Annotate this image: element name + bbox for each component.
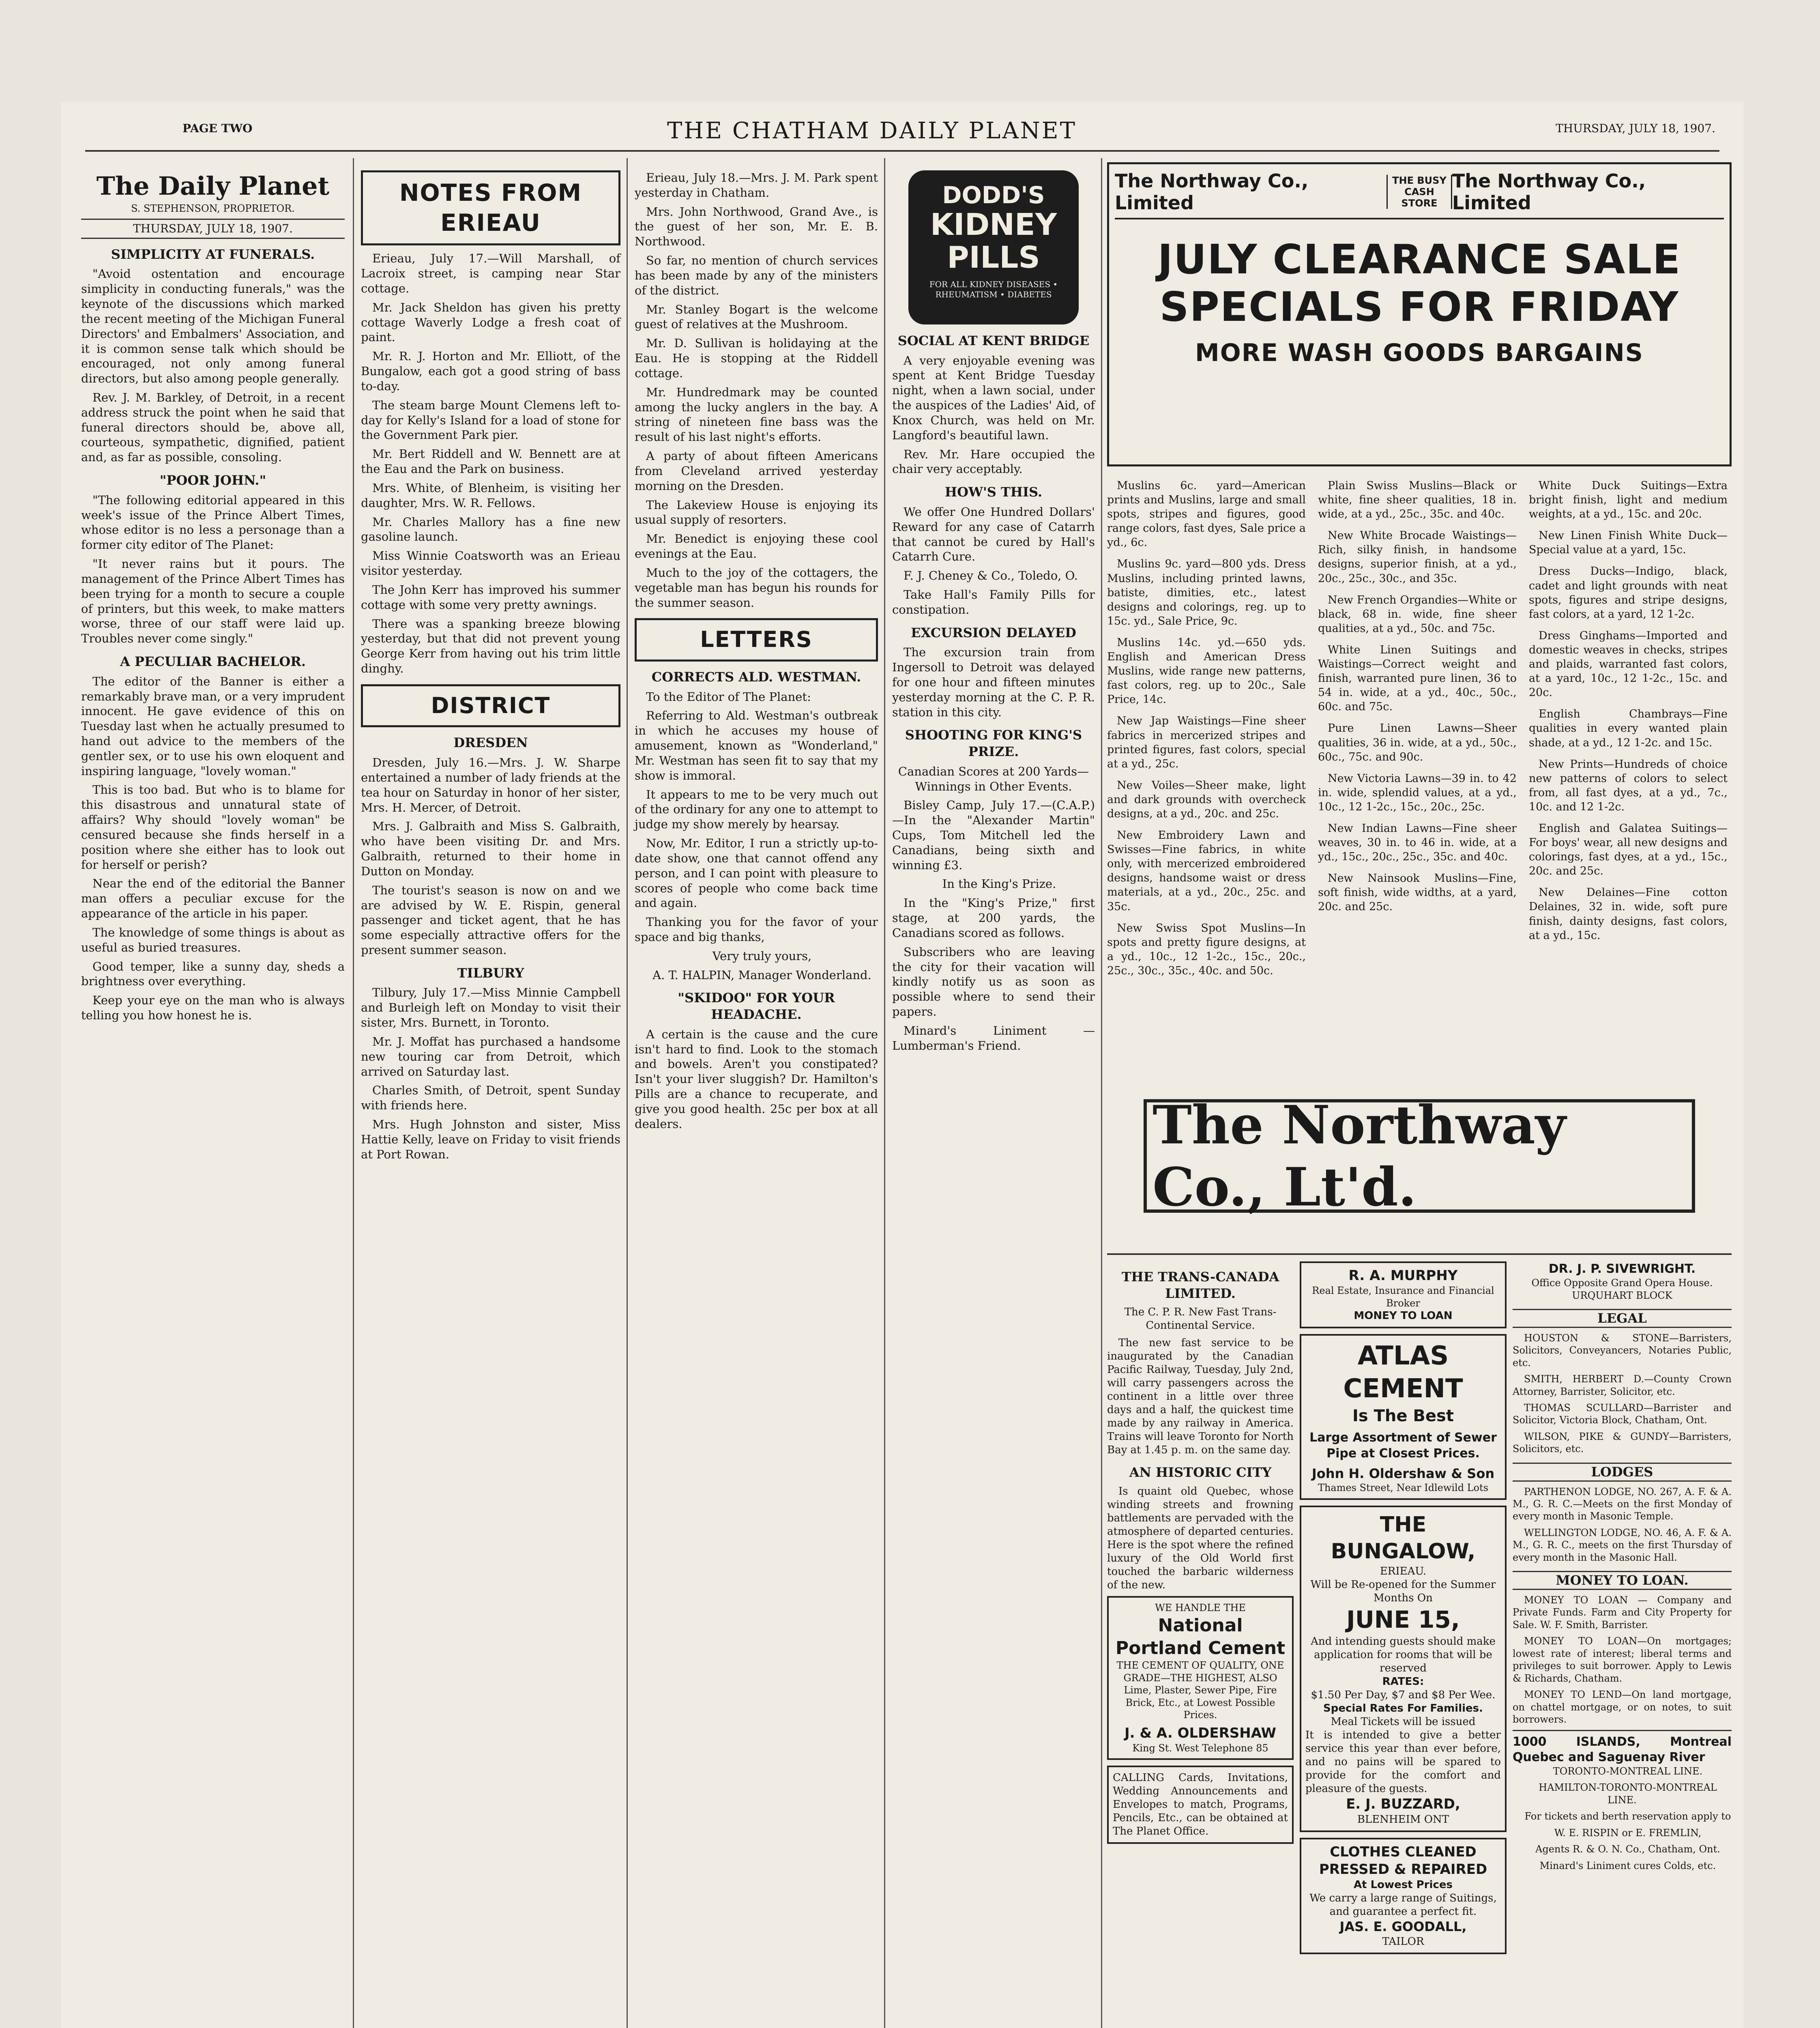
paragraph: Dresden, July 16.—Mrs. J. W. Sharpe entertained a number of lady friends at the tea hour on Saturday in honor of her sister, Mrs. H. Mercer, of Detroit. xyxy=(361,756,620,814)
paragraph: The editor of the Banner is either a remarkably brave man, or a very imprudent innocent. He gave evidence of this on Tuesday last when he actually presumed to hand out advice to the members of the gentler sex, or to use his own eloquent and inspiring language, "lovely woman." xyxy=(81,674,345,778)
offer-item: White Linen Suitings and Waistings—Correct weight and finish, warranted pure linen, 36 to 54 in. wide, at a yd., 40c., 50c., 60c. and 75c. xyxy=(1318,643,1517,713)
ad-company: John H. Oldershaw & Son xyxy=(1311,1465,1495,1481)
heading-money-to-loan: MONEY TO LOAN. xyxy=(1513,1571,1732,1590)
masthead xyxy=(61,118,1744,146)
paragraph: "The following editorial appeared in this week's issue of the Prince Albert Times, whose editor is no less a personage than a former city editor of The Planet: xyxy=(81,493,345,552)
editorial-dateline: THURSDAY, JULY 18, 1907. xyxy=(81,219,345,239)
ad-line: THE CEMENT OF QUALITY, ONE GRADE—THE HIGHEST, ALSO xyxy=(1116,1660,1284,1684)
northway-advertisement xyxy=(1107,162,1732,1249)
editorial-column xyxy=(81,170,345,1027)
paragraph: The excursion train from Ingersoll to Detroit was delayed for one hour and fifteen minutes yesterday morning at the C. P. R. station in this city. xyxy=(892,645,1095,719)
ad-line: King St. West Telephone 85 xyxy=(1132,1742,1268,1754)
sale-headline: JULY CLEARANCE SALE xyxy=(1157,236,1681,283)
paragraph: "It never rains but it pours. The management of the Prince Albert Times has been trying for a month to secure a couple of printers, but this week, to make matters worse, three of our staff were laid up. Troubles never come singly." xyxy=(81,557,345,646)
column-divider xyxy=(1101,158,1102,2028)
northway-header-row xyxy=(1115,170,1724,219)
directory-entry: HOUSTON & STONE—Barristers, Solicitors, Conveyancers, Notaries Public, etc. xyxy=(1513,1332,1732,1368)
heading-corrects-westman: CORRECTS ALD. WESTMAN. xyxy=(651,669,861,685)
railway-column xyxy=(1107,1261,1294,1850)
paragraph: Subscribers who are leaving the city for their vacation will kindly notify us as soon as possible where to send their papers. xyxy=(892,945,1095,1019)
column-divider xyxy=(353,158,354,2028)
paragraph: Mrs. John Northwood, Grand Ave., is the guest of her son, Mr. E. B. Northwood. xyxy=(635,204,878,249)
ad-line: Lime, Plaster, Sewer Pipe, Fire Brick, Etc., at Lowest Possible Prices. xyxy=(1124,1684,1277,1721)
local-ads-column xyxy=(1300,1261,1507,1960)
paragraph: To the Editor of The Planet: xyxy=(646,690,811,704)
ad-line: BLENHEIM ONT xyxy=(1357,1813,1449,1826)
paragraph: It appears to me to be very much out of the ordinary for any one to attempt to judge my show merely by hearsay. xyxy=(635,787,878,831)
paragraph: A party of about fifteen Americans from Cleveland arrived yesterday morning on the Dresden. xyxy=(635,449,878,493)
newspaper-page xyxy=(61,101,1744,2028)
paragraph: Mr. Charles Mallory has a fine new gasoline launch. xyxy=(361,515,620,544)
paragraph: Good temper, like a sunny day, sheds a brightness over everything. xyxy=(81,959,345,988)
paragraph: Bisley Camp, July 17.—(C.A.P.)—In the "Alexander Martin" Cups, Tom Mitchell led the Canadians, being sixth and winning £3. xyxy=(892,798,1095,872)
letters-column xyxy=(635,170,878,1136)
atlas-cement-ad xyxy=(1300,1334,1507,1500)
paragraph: Mr. D. Sullivan is holidaying at the Eau. He is stopping at the Riddell cottage. xyxy=(635,336,878,380)
ad-line: DODD'S xyxy=(942,181,1045,209)
paragraph: Now, Mr. Editor, I run a strictly up-to-date show, one that cannot offend any person, and I can point with pleasure to scores of people who come back time and again. xyxy=(635,836,878,910)
paragraph: Mrs. J. Galbraith and Miss S. Galbraith, who have been visiting Dr. and Mrs. Galbraith, returned to their home in Dutton on Monday. xyxy=(361,819,620,878)
paragraph: Mr. R. J. Horton and Mr. Elliott, of the Bungalow, each got a good string of bass to-day. xyxy=(361,349,620,393)
paragraph: The tourist's season is now on and we are advised by W. E. Rispin, general passenger and ticket agent, that he has some especially attractive offers for the present summer season. xyxy=(361,883,620,957)
paragraph: Mr. Bert Riddell and W. Bennett are at the Eau and the Park on business. xyxy=(361,447,620,476)
offer-item: White Duck Suitings—Extra bright finish, light and medium weights, at a yd., 15c. and 20c. xyxy=(1529,479,1728,521)
paragraph: Referring to Ald. Westman's outbreak in which he accuses my house of amusement, known as "Wonderland," Mr. Westman has seen fit to say that my show is immoral. xyxy=(635,709,878,782)
offer-item: Dress Ducks—Indigo, black, cadet and light grounds with neat spots, figures and stripe designs, fast colors, at a yard, 12 1-2c. xyxy=(1529,565,1728,621)
paragraph: Is quaint old Quebec, whose winding streets and frowning battlements are pervaded with the atmosphere of departed centuries. Here is the spot where the refined luxury of the Old World first touched the barbaric wilderness of the new. xyxy=(1107,1485,1294,1592)
ad-text: CALLING Cards, Invitations, Wedding Announcements and Envelopes to match, Programs, Pencils, Etc., can be obtained at The Planet Office. xyxy=(1113,1772,1288,1838)
heading-social-kent-bridge: SOCIAL AT KENT BRIDGE xyxy=(897,333,1090,348)
ad-line: KIDNEY xyxy=(930,207,1057,242)
dodds-pills-ad xyxy=(908,170,1079,324)
heading-poor-john: "POOR JOHN." xyxy=(159,473,266,488)
offer-item: New Jap Waistings—Fine sheer fabrics in mercerized stripes and printed figures, fast colors, special at a yd., 25c. xyxy=(1107,715,1306,770)
page-number: PAGE TWO xyxy=(182,122,253,135)
subheading: Canadian Scores at 200 Yards—Winnings in Other Events. xyxy=(898,764,1089,793)
heading-lodges: LODGES xyxy=(1513,1463,1732,1482)
paragraph: We offer One Hundred Dollars' Reward for any case of Catarrh that cannot be cured by Hall's Catarrh Cure. xyxy=(892,505,1095,564)
paragraph: Erieau, July 17.—Will Marshall, of Lacroix street, is camping near Star cottage. xyxy=(361,251,620,295)
paragraph: Minard's Liniment — Lumberman's Friend. xyxy=(892,1023,1095,1053)
paragraph: "Avoid ostentation and encourage simplicity in conducting funerals," was the keynote of the discussions which marked the recent meeting of the Michigan Funeral Directors' and Embalmers' Association, and it is common sense talk which should be encouraged, not only among funeral directors, but also among people generally. xyxy=(81,267,345,386)
directory-entry: HAMILTON-TORONTO-MONTREAL LINE. xyxy=(1539,1782,1717,1806)
offer-item: New Delaines—Fine cotton Delaines, 32 in. wide, soft pure finish, dainty designs, fast colors, at a yd., 15c. xyxy=(1529,886,1728,942)
newspaper-title: THE CHATHAM DAILY PLANET xyxy=(667,118,1077,144)
paragraph: There was a spanking breeze blowing yesterday, but that did not prevent young George Kerr from having out his trim little dinghy. xyxy=(361,617,620,676)
directory-entry: Minard's Liniment cures Colds, etc. xyxy=(1539,1860,1716,1871)
sale-headline: SPECIALS FOR FRIDAY xyxy=(1159,283,1679,331)
paragraph: Mr. Jack Sheldon has given his pretty cottage Waverly Lodge a fresh coat of paint. xyxy=(361,300,620,344)
offer-item: New Victoria Lawns—39 in. to 42 in. wide, splendid values, at a yd., 10c., 12 1-2c., 15c., 20c., 25c. xyxy=(1318,772,1517,813)
offer-item: Muslins 6c. yard—American prints and Muslins, large and small spots, stripes and figures, good range colors, fast dyes, Sale price a yd., 6c. xyxy=(1107,479,1306,549)
directory-column xyxy=(1513,1261,1732,1876)
ad-line: URQUHART BLOCK xyxy=(1572,1289,1672,1301)
ad-line: Thames Street, Near Idlewild Lots xyxy=(1318,1482,1489,1494)
paragraph: A very enjoyable evening was spent at Kent Bridge Tuesday night, when a lawn social, under the auspices of the Ladies' Aid, of Knox Church, was held on Mr. Langford's beautiful lawn. xyxy=(892,353,1095,442)
heading-skidoo: "SKIDOO" FOR YOUR HEADACHE. xyxy=(678,990,835,1023)
ad-line: It is intended to give a better service this year than ever before, and no pains will be spared to provide for the comfort and pleasure of the guests. xyxy=(1305,1729,1501,1795)
paragraph: In the "King's Prize," first stage, at 200 yards, the Canadians scored as follows. xyxy=(892,896,1095,940)
offer-column xyxy=(1318,479,1517,985)
paragraph: Tilbury, July 17.—Miss Minnie Campbell and Burleigh left on Monday to visit their sister, Mrs. Burnett, in Toronto. xyxy=(361,986,620,1030)
offer-item: Plain Swiss Muslins—Black or white, fine sheer qualities, 18 in. wide, at a yd., 25c., 35c. and 40c. xyxy=(1318,479,1517,521)
paragraph: Rev. Mr. Hare occupied the chair very acceptably. xyxy=(892,447,1095,476)
paragraph: In the King's Prize. xyxy=(942,877,1056,891)
ad-line: PILLS xyxy=(947,240,1040,275)
heading-trans-canada: THE TRANS-CANADA LIMITED. xyxy=(1121,1269,1279,1301)
directory-entry: WELLINGTON LODGE, NO. 46, A. F. & A. M., G. R. C., meets on the first Thursday of every month in the Masonic Hall. xyxy=(1513,1527,1732,1563)
paragraph: The steam barge Mount Clemens left to-day for Kelly's Island for a load of stone for the Government Park pier. xyxy=(361,398,620,442)
ad-line: And intending guests should make application for rooms that will be reserved xyxy=(1311,1635,1496,1674)
offer-column xyxy=(1107,479,1306,985)
ad-line: Special Rates For Families. xyxy=(1323,1702,1483,1714)
issue-date: THURSDAY, JULY 18, 1907. xyxy=(1556,122,1715,135)
directory-entry: Agents R. & O. N. Co., Chatham, Ont. xyxy=(1535,1843,1720,1855)
paragraph: Charles Smith, of Detroit, spent Sunday with friends here. xyxy=(361,1083,620,1113)
ad-line: ERIEAU. xyxy=(1380,1565,1427,1577)
heading-simplicity: SIMPLICITY AT FUNERALS. xyxy=(111,246,315,262)
heading-legal: LEGAL xyxy=(1513,1309,1732,1328)
ad-company: JAS. E. GOODALL, xyxy=(1339,1919,1467,1935)
paragraph: Mr. Hundredmark may be counted among the lucky anglers in the bay. A string of nineteen fine bass was the result of his last night's efforts. xyxy=(635,385,878,444)
directory-entry: PARTHENON LODGE, NO. 267, A. F. & A. M., G. R. C.—Meets on the first Monday of every month in Masonic Temple. xyxy=(1513,1486,1732,1522)
offer-item: English Chambrays—Fine qualities in every wanted plain shade, at a yd., 12 1-2c. and 15c. xyxy=(1529,708,1728,749)
calling-cards-ad xyxy=(1107,1766,1294,1844)
offer-item: Dress Ginghams—Imported and domestic weaves in checks, stripes and plaids, warranted fast colors, at a yard, 10c., 12 1-2c., 15c. and 20c. xyxy=(1529,629,1728,699)
paragraph: Thanking you for the favor of your space and big thanks, xyxy=(635,915,878,944)
paragraph: Mrs. White, of Blenheim, is visiting her daughter, Mrs. W. R. Fellows. xyxy=(361,481,620,510)
ad-headline: National Portland Cement xyxy=(1115,1615,1286,1658)
northway-headline-box xyxy=(1107,162,1732,466)
northway-banner xyxy=(1144,1094,1695,1218)
ad-line: Will be Re-opened for the Summer Months On xyxy=(1310,1578,1496,1604)
heading-kings-prize: SHOOTING FOR KING'S PRIZE. xyxy=(905,727,1082,760)
ad-line: Meal Tickets will be issued xyxy=(1331,1715,1476,1728)
ad-line: We carry a large range of Suitings, and guarantee a perfect fit. xyxy=(1309,1892,1497,1918)
directory-entry: TORONTO-MONTREAL LINE. xyxy=(1553,1765,1703,1777)
column-divider xyxy=(884,158,885,2028)
ad-headline: THE BUNGALOW, xyxy=(1331,1512,1476,1564)
offer-item: New Prints—Hundreds of choice new patterns of colors to select from, all fast dyes, at a yd., 7c., 10c. and 12 1-2c. xyxy=(1529,758,1728,813)
heading-bachelor: A PECULIAR BACHELOR. xyxy=(120,654,306,670)
paragraph: Miss Winnie Coatsworth was an Erieau visitor yesterday. xyxy=(361,549,620,578)
store-tagline: THE BUSY CASH STORE xyxy=(1386,175,1452,209)
ad-headline: R. A. MURPHY xyxy=(1348,1268,1458,1284)
store-name: The Northway Co., Limited xyxy=(1452,170,1646,214)
directory-entry: MONEY TO LOAN — Company and Private Funds. Farm and City Property for Sale. W. F. Smith, Barrister. xyxy=(1513,1594,1732,1631)
ad-headline: ATLAS CEMENT xyxy=(1343,1341,1463,1404)
paragraph: Much to the joy of the cottagers, the vegetable man has begun his rounds for the summer season. xyxy=(635,565,878,610)
paragraph: Mr. Stanley Bogart is the welcome guest of relatives at the Mushroom. xyxy=(635,302,878,331)
paragraph: So far, no mention of church services has been made by any of the ministers of the district. xyxy=(635,254,878,297)
heading-tilbury: TILBURY xyxy=(457,965,524,981)
directory-entry: MONEY TO LEND—On land mortgage, on chattel mortgage, or on notes, to suit borrowers. xyxy=(1513,1689,1732,1725)
offer-item: New French Organdies—White or black, 68 in. wide, fine sheer qualities, at a yd., 50c. and 75c. xyxy=(1318,593,1517,635)
ad-line: TAILOR xyxy=(1382,1935,1424,1948)
murphy-ad xyxy=(1300,1261,1507,1328)
offer-item: Muslins 14c. yd.—650 yds. English and American Dress Muslins, wide range new patterns, fast colors, reg. up to 20c., Sale Price, 14c. xyxy=(1107,636,1306,706)
offer-item: New Voiles—Sheer make, light and dark grounds with overcheck designs, at a yd., 20c. and 25c. xyxy=(1107,779,1306,820)
ad-subtext: FOR ALL KIDNEY DISEASES • RHEUMATISM • DIABETES xyxy=(929,279,1058,299)
directory-entry: SMITH, HERBERT D.—County Crown Attorney, Barrister, Solicitor, etc. xyxy=(1513,1373,1732,1397)
paragraph: Rev. J. M. Barkley, of Detroit, in a recent address struck the point when he said that funeral directors should be, above all, courteous, sympathetic, dignified, patient and, as far as possible, consoling. xyxy=(81,391,345,464)
paragraph: The Lakeview House is enjoying its usual supply of resorters. xyxy=(635,498,878,527)
ad-headline: DR. J. P. SIVEWRIGHT. xyxy=(1548,1262,1696,1276)
directory-entry: WILSON, PIKE & GUNDY—Barristers, Solicitors, etc. xyxy=(1513,1431,1732,1455)
offer-item: New White Brocade Waistings—Rich, silky finish, in handsome designs, superior finish, at a yd., 20c., 25c., 30c., and 35c. xyxy=(1318,529,1517,585)
offer-item: Pure Linen Lawns—Sheer qualities, 36 in. wide, at a yd., 50c., 60c., 75c. and 90c. xyxy=(1318,722,1517,763)
heading-dresden: DRESDEN xyxy=(453,735,528,751)
offer-item: English and Galatea Suitings—For boys' wear, all new designs and colorings, fast dyes, at a yd., 15c., 20c. and 25c. xyxy=(1529,822,1728,878)
paragraph: F. J. Cheney & Co., Toledo, O. xyxy=(904,569,1078,583)
ad-line: Large Assortment of Sewer Pipe at Closest Prices. xyxy=(1309,1431,1497,1461)
paragraph: The knowledge of some things is about as useful as buried treasures. xyxy=(81,925,345,954)
offer-item: Muslins 9c. yard—800 yds. Dress Muslins, including printed lawns, batiste, dimities, etc., latest designs and colorings, reg. up to 15c. yd., Sale Price, 9c. xyxy=(1107,558,1306,627)
paper-nameplate: The Daily Planet xyxy=(96,171,330,201)
paragraph: Mr. J. Moffat has purchased a handsome new touring car from Detroit, which arrived on Saturday last. xyxy=(361,1034,620,1078)
ad-headline: CLOTHES CLEANED PRESSED & REPAIRED xyxy=(1319,1843,1487,1878)
heading-letters: LETTERS xyxy=(635,618,878,662)
heading-district: DISTRICT xyxy=(361,684,620,728)
section-rule xyxy=(1107,1253,1732,1255)
erieau-column xyxy=(361,170,620,1166)
ad-line: Office Opposite Grand Opera House. xyxy=(1531,1277,1713,1289)
offer-item: New Linen Finish White Duck—Special value at a yard, 15c. xyxy=(1529,529,1728,556)
store-name: The Northway Co., Limited xyxy=(1115,170,1309,214)
clothes-cleaned-ad xyxy=(1300,1838,1507,1954)
news-column xyxy=(892,170,1095,1057)
rno-ad-headline: 1000 ISLANDS, Montreal Quebec and Saguenay River xyxy=(1513,1730,1732,1765)
paragraph: The new fast service to be inaugurated by the Canadian Pacific Railway, Tuesday, July 2nd, will carry passengers across the continent in a little over three days and a half, the quickest time made by any railway in America. Trains will leave Toronto for North Bay at 1.45 p. m. on the same day. xyxy=(1107,1337,1294,1457)
ad-line: Is The Best xyxy=(1352,1406,1454,1425)
paragraph: A certain is the cause and the cure isn't hard to find. Look to the stomach and bowels. Aren't you constipated? Isn't your liver sluggish? Dr. Hamilton's Pills are a chance to recuperate, and give you good health. 25c per box at all dealers. xyxy=(635,1027,878,1131)
heading-historic-city: AN HISTORIC CITY xyxy=(1129,1465,1272,1480)
northway-banner-text: The Northway Co., Lt'd. xyxy=(1153,1094,1566,1218)
offer-column xyxy=(1529,479,1728,985)
ad-company: J. & A. OLDERSHAW xyxy=(1124,1725,1277,1741)
heading-notes-from-erieau: NOTES FROM ERIEAU xyxy=(361,170,620,245)
northway-offers xyxy=(1107,479,1732,985)
letter-signature: A. T. HALPIN, Manager Wonderland. xyxy=(652,968,871,982)
ad-line: Real Estate, Insurance and Financial Broker xyxy=(1312,1285,1494,1309)
offer-item: New Indian Lawns—Fine sheer weaves, 30 in. to 46 in. wide, at a yd., 15c., 20c., 25c., 35c. and 40c. xyxy=(1318,822,1517,864)
offer-item: New Nainsook Muslins—Fine, soft finish, wide widths, at a yard, 20c. and 25c. xyxy=(1318,872,1517,913)
paragraph: Near the end of the editorial the Banner man offers a peculiar excuse for the appearance of the article in his paper. xyxy=(81,877,345,921)
directory-entry: MONEY TO LOAN—On mortgages; lowest rate of interest; liberal terms and privileges to suit borrower. Apply to Lewis & Richards, Chatham. xyxy=(1513,1635,1732,1684)
directory-entry: For tickets and berth reservation apply to xyxy=(1524,1811,1731,1822)
paragraph: The John Kerr has improved his summer cottage with some very pretty awnings. xyxy=(361,582,620,612)
subheading: The C. P. R. New Fast Trans-Continental Service. xyxy=(1124,1306,1277,1332)
sale-subheadline: MORE WASH GOODS BARGAINS xyxy=(1195,339,1644,367)
national-portland-ad xyxy=(1107,1596,1294,1760)
ad-company: E. J. BUZZARD, xyxy=(1346,1796,1460,1812)
paragraph: Take Hall's Family Pills for constipation. xyxy=(892,588,1095,617)
ad-line: At Lowest Prices xyxy=(1354,1879,1453,1891)
paragraph: Mrs. Hugh Johnston and sister, Miss Hattie Kelly, leave on Friday to visit friends at Port Rowan. xyxy=(361,1117,620,1161)
directory-entry: W. E. RISPIN or E. FREMLIN, xyxy=(1554,1827,1702,1839)
ad-line: RATES: xyxy=(1382,1675,1424,1688)
paragraph: Erieau, July 18.—Mrs. J. M. Park spent yesterday in Chatham. xyxy=(635,171,878,200)
heading-excursion-delayed: EXCURSION DELAYED xyxy=(911,625,1076,640)
paragraph: This is too bad. But who is to blame for this disastrous and unnatural state of affairs? Why should "lovely woman" be censured because she finds herself in a position where she either has to look out for herself or perish? xyxy=(81,783,345,872)
paragraph: Keep your eye on the man who is always telling you how honest he is. xyxy=(81,993,345,1023)
bungalow-ad xyxy=(1300,1506,1507,1832)
masthead-rule xyxy=(85,150,1719,152)
heading-hows-this: HOW'S THIS. xyxy=(944,484,1043,500)
proprietor-line: S. STEPHENSON, PROPRIETOR. xyxy=(131,202,295,214)
directory-entry: THOMAS SCULLARD—Barrister and Solicitor, Victoria Block, Chatham, Ont. xyxy=(1513,1402,1732,1426)
paragraph: Mr. Benedict is enjoying these cool evenings at the Eau. xyxy=(635,532,878,561)
column-divider xyxy=(627,158,628,2028)
ad-line: MONEY TO LOAN xyxy=(1354,1310,1453,1322)
ad-date: JUNE 15, xyxy=(1346,1605,1460,1633)
paragraph: Very truly yours, xyxy=(712,949,812,963)
offer-item: New Swiss Spot Muslins—In spots and pretty figure designs, at a yd., 10c., 12 1-2c., 15c., 20c., 25c., 30c., 35c., 40c. and 50c. xyxy=(1107,922,1306,977)
offer-item: New Embroidery Lawn and Swisses—Fine fabrics, in white only, with mercerized embroidered designs, handsome waist or dress materials, at a yd., 20c., 25c. and 35c. xyxy=(1107,829,1306,913)
ad-line: $1.50 Per Day, $7 and $8 Per Wee. xyxy=(1311,1689,1496,1701)
ad-line: WE HANDLE THE xyxy=(1155,1602,1246,1614)
